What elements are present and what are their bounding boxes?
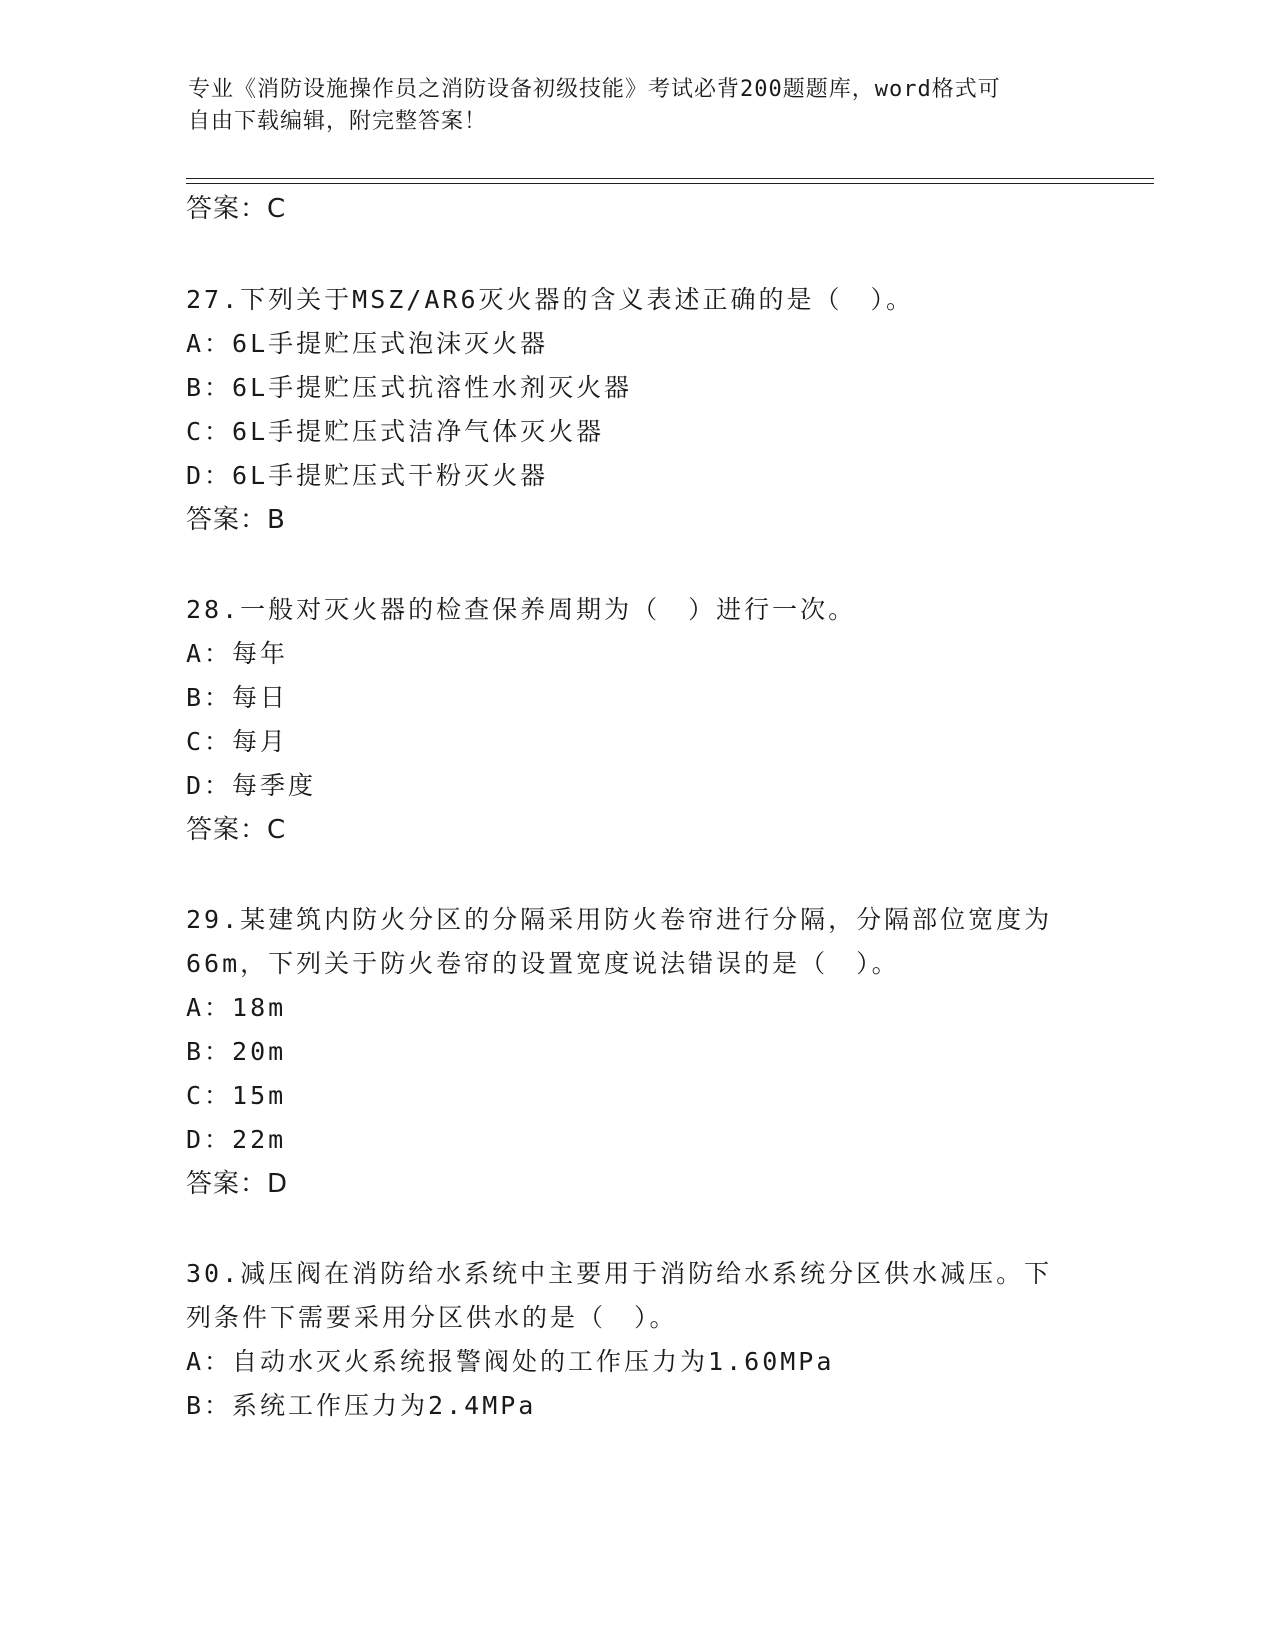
answer-26: 答案：C (186, 194, 287, 224)
question-29-option-d: D：22m (186, 1125, 287, 1154)
question-28-answer: 答案：C (186, 815, 287, 845)
header-divider-top (186, 178, 1154, 179)
question-29-option-c: C：15m (186, 1081, 287, 1110)
question-28-stem: 28.一般对灭火器的检查保养周期为（ ）进行一次。 (186, 595, 857, 624)
question-27-answer: 答案：B (186, 505, 286, 535)
question-27-option-b: B：6L手提贮压式抗溶性水剂灭火器 (186, 373, 633, 402)
header-divider-bottom (186, 183, 1154, 184)
question-29-option-b: B：20m (186, 1037, 287, 1066)
header-line-1: 专业《消防设施操作员之消防设备初级技能》考试必背200题题库，word格式可 (188, 77, 1001, 102)
header-line-2: 自由下载编辑，附完整答案！ (188, 109, 488, 134)
question-29-stem-line-2: 66m，下列关于防火卷帘的设置宽度说法错误的是（ ）。 (186, 949, 900, 978)
question-28-option-c: C：每月 (186, 727, 289, 756)
question-27-option-d: D：6L手提贮压式干粉灭火器 (186, 461, 549, 490)
question-30-stem-line-2: 列条件下需要采用分区供水的是（ ）。 (186, 1303, 678, 1332)
question-28-option-a: A：每年 (186, 639, 289, 668)
question-30-stem-line-1: 30.减压阀在消防给水系统中主要用于消防给水系统分区供水减压。下 (186, 1259, 1053, 1288)
question-27-stem: 27.下列关于MSZ/AR6灭火器的含义表述正确的是（ ）。 (186, 285, 915, 314)
question-27-option-a: A：6L手提贮压式泡沫灭火器 (186, 329, 549, 358)
question-27-option-c: C：6L手提贮压式洁净气体灭火器 (186, 417, 605, 446)
question-30-option-b: B：系统工作压力为2.4MPa (186, 1391, 537, 1420)
question-30-option-a: A：自动水灭火系统报警阀处的工作压力为1.60MPa (186, 1347, 835, 1376)
document-header (188, 74, 1088, 138)
question-29-stem-line-1: 29.某建筑内防火分区的分隔采用防火卷帘进行分隔，分隔部位宽度为 (186, 905, 1053, 934)
question-28-option-b: B：每日 (186, 683, 289, 712)
question-28-option-d: D：每季度 (186, 771, 317, 800)
question-29-option-a: A：18m (186, 993, 287, 1022)
question-29-answer: 答案：D (186, 1169, 289, 1199)
